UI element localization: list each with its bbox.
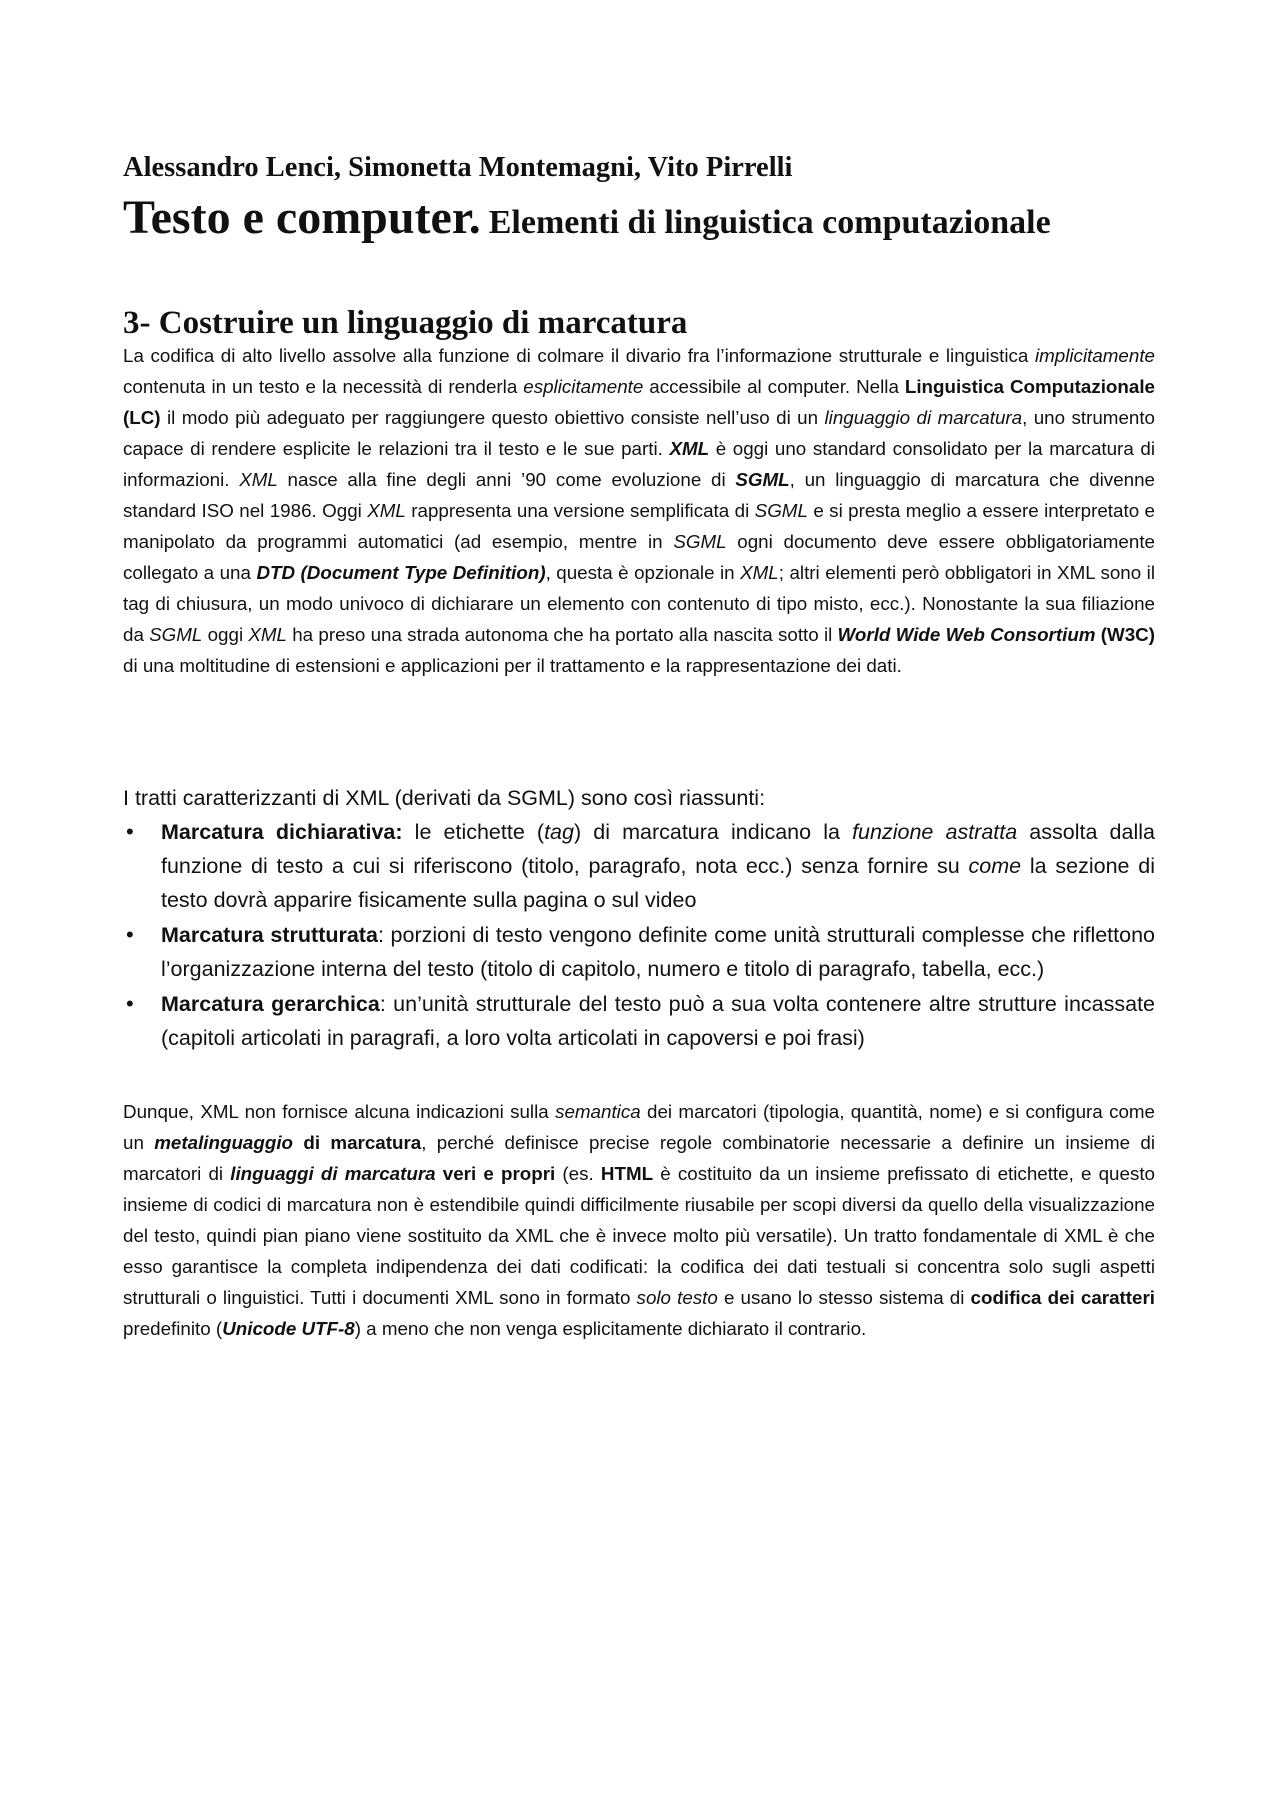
- text-run: : porzioni di testo vengono definite come unità strutturali complesse che riflettono l’organizzazione interna del testo (titolo di capitolo, numero e titolo di paragrafo, tabella, ecc.): [161, 923, 1156, 981]
- emphasis: SGML: [149, 624, 203, 645]
- title-main: Testo e computer.: [123, 191, 481, 244]
- paragraph-conclusion: [123, 1096, 1155, 1344]
- text-run: assolta dalla funzione di testo a cui si riferiscono (titolo, paragrafo, nota ecc.) senza fornire su: [161, 820, 1155, 878]
- text-run: e usano lo stesso sistema di: [717, 1287, 971, 1308]
- emphasis: tag: [544, 820, 574, 844]
- text-run: , uno strumento capace di rendere esplicite le relazioni tra il testo e le sue parti.: [123, 407, 1155, 459]
- paragraph-intro: [123, 340, 1155, 681]
- section-heading: 3- Costruire un linguaggio di marcatura: [123, 305, 688, 341]
- text-run: La codifica di alto livello assolve alla funzione di colmare il divario fra l’informazione strutturale e linguistica: [123, 345, 1035, 366]
- text-run: rappresenta una versione semplificata di: [405, 500, 755, 521]
- emphasis: funzione astratta: [852, 820, 1018, 844]
- strong-term: HTML: [600, 1163, 654, 1184]
- text-run: dei marcatori (tipologia, quantità, nome) e si configura come un: [123, 1101, 1155, 1153]
- list-item-title: Marcatura strutturata: [161, 923, 378, 947]
- text-run: , questa è opzionale in: [545, 562, 741, 583]
- text-run: contenuta in un testo e la necessità di renderla: [123, 376, 524, 397]
- emphasis: semantica: [555, 1101, 641, 1122]
- emphasis: implicitamente: [1034, 345, 1155, 366]
- emphasis: linguaggio di marcatura: [824, 407, 1023, 428]
- text-run: nasce alla fine degli anni ’90 come evoluzione di: [277, 469, 736, 490]
- strong-emphasis: World Wide Web Consortium: [837, 624, 1096, 645]
- text-run: ; altri elementi però obbligatori in XML sono il tag di chiusura, un modo univoco di dichiarare un elemento con contenuto di tipo misto, ecc.). Nonostante la sua filiazione da: [123, 562, 1156, 645]
- strong-term: (W3C): [1095, 624, 1155, 645]
- strong-emphasis: Unicode UTF-8: [222, 1318, 355, 1339]
- text-run: oggi: [202, 624, 249, 645]
- text-run: Dunque, XML non fornisce alcuna indicazioni sulla: [123, 1101, 556, 1122]
- text-run: ) a meno che non venga esplicitamente dichiarato il contrario.: [354, 1318, 867, 1339]
- authors-line: Alessandro Lenci, Simonetta Montemagni, Vito Pirrelli: [123, 152, 793, 183]
- strong-emphasis: DTD (Document Type Definition): [256, 562, 546, 583]
- text-run: la sezione di testo dovrà apparire fisicamente sulla pagina o sul video: [161, 854, 1156, 912]
- features-list: [123, 815, 1155, 1055]
- text-run: di una moltitudine di estensioni e applicazioni per il trattamento e la rappresentazione dei dati.: [123, 655, 902, 676]
- bullet-icon: •: [126, 819, 134, 844]
- text-run: è costituito da un insieme prefissato di etichette, e questo insieme di codici di marcatura non è estendibile quindi difficilmente riusabile per scopi diversi da quello della visualizzazione del testo, quindi pian piano viene sostituito da XML che è invece molto più versatile). Un tratto fondamentale di XML è che esso garantisce la completa indipendenza dei dati codificati: la codifica dei dati testuali si concentra solo sugli aspetti strutturali o linguistici. Tutti i documenti XML sono in formato: [123, 1163, 1156, 1308]
- book-title: [123, 188, 1051, 253]
- text-run: (es.: [555, 1163, 601, 1184]
- list-item: [123, 987, 1155, 1055]
- bullet-icon: •: [126, 991, 134, 1016]
- emphasis: XML: [367, 500, 406, 521]
- strong-emphasis: XML: [669, 438, 710, 459]
- strong-emphasis: metalinguaggio: [154, 1132, 294, 1153]
- text-run: ) di marcatura indicano la: [573, 820, 853, 844]
- text-run: predefinito (: [123, 1318, 223, 1339]
- text-run: ha preso una strada autonoma che ha portato alla nascita sotto il: [287, 624, 838, 645]
- list-item: [123, 918, 1155, 986]
- text-run: , perché definisce precise regole combinatorie necessarie a definire un insieme di marcatori di: [123, 1132, 1156, 1184]
- text-run: ogni documento deve essere obbligatoriamente collegato a una: [123, 531, 1155, 583]
- list-item-title: Marcatura gerarchica: [161, 992, 380, 1016]
- emphasis: SGML: [754, 500, 808, 521]
- text-run: le etichette (: [402, 820, 545, 844]
- title-subtitle: Elementi di linguistica computazionale: [488, 204, 1051, 241]
- strong-term: codifica dei caratteri: [970, 1287, 1156, 1308]
- strong-emphasis: SGML: [735, 469, 790, 490]
- list-item: [123, 815, 1155, 917]
- text-run: : un’unità strutturale del testo può a sua volta contenere altre strutture incassate (capitoli articolati in paragrafi, a loro volta articolati in capoversi e poi frasi): [161, 992, 1155, 1050]
- emphasis: come: [968, 854, 1022, 878]
- emphasis: XML: [239, 469, 278, 490]
- text-run: è oggi uno standard consolidato per la marcatura di informazioni.: [123, 438, 1155, 490]
- strong-term: di marcatura: [293, 1132, 422, 1153]
- text-run: il modo più adeguato per raggiungere questo obiettivo consiste nell’uso di un: [160, 407, 825, 428]
- emphasis: esplicitamente: [523, 376, 644, 397]
- text-run: , un linguaggio di marcatura che divenne standard ISO nel 1986. Oggi: [123, 469, 1155, 521]
- strong-term: veri e propri: [435, 1163, 556, 1184]
- strong-emphasis: linguaggi di marcatura: [230, 1163, 436, 1184]
- bullet-icon: •: [126, 922, 134, 947]
- emphasis: solo testo: [636, 1287, 718, 1308]
- strong-term: Linguistica Computazionale (LC): [123, 376, 1155, 428]
- emphasis: XML: [740, 562, 779, 583]
- emphasis: XML: [248, 624, 287, 645]
- text-run: e si presta meglio a essere interpretato e manipolato da programmi automatici (ad esempio, mentre in: [123, 500, 1155, 552]
- list-item-title: Marcatura dichiarativa:: [161, 820, 403, 844]
- emphasis: SGML: [673, 531, 727, 552]
- features-intro: I tratti caratterizzanti di XML (derivati da SGML) sono così riassunti:: [123, 786, 766, 810]
- text-run: accessibile al computer. Nella: [643, 376, 905, 397]
